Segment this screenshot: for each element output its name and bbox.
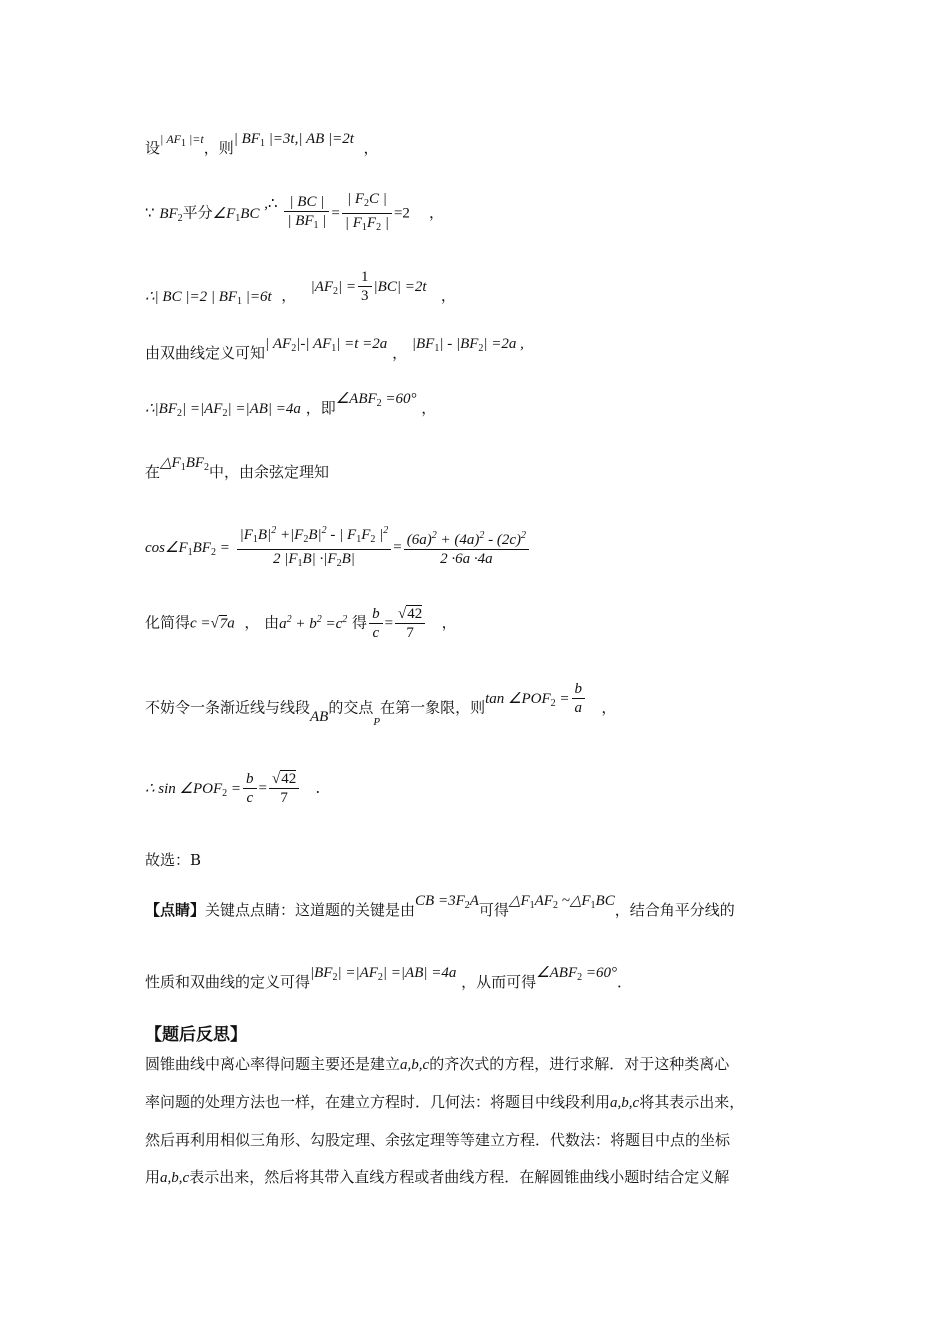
formula-bf2-af2-ab-4a: $|BF_2| =|AF_2| =|AB| =4a$ [310,965,457,983]
reflection-line-4: 用a,b,c表示出来，然后将其带入直线方程或者曲线方程．在解圆锥曲线小题时结合定义解 [145,1168,730,1186]
line-2: ∵ $BF_2$平分$\angle F_1BC$ ,∴ $\frac{| BC |}{| BF_1 |}$ = $\frac{| F_2C |}{| F_1F_2 |}$ =2 ， [145,190,444,237]
formula-bf2: $BF_2$ [159,205,183,224]
line-11-answer: 故选：B [145,851,202,869]
formula-def-2a: | $AF_2|-|$ $AF_1| =t =2a$ [265,336,388,354]
formula-triangle-f1bf2: $\triangle F_1BF_2$ [160,455,210,473]
formula-abf2-60-b: $\angle ABF_2 =60^\circ$ [536,965,617,983]
line-4: 由双曲线定义可知| $AF_2|-|$ $AF_1| =t =2a$ ， $|BF_1| - |BF_2| =2a$ , [145,336,524,362]
fraction-f2c-f1f2: $\frac{| F_2C |}{| F_1F_2 |}$ [342,190,392,237]
formula-tan-pof2: $\tan \angle POF_2$ = [485,690,570,709]
formula-sin-pof2: ∴ $\sin \angle POF_2$ = [145,780,242,799]
line-6: 在$\triangle F_1BF_2$中，由余弦定理知 [145,455,330,481]
fraction-cos-values: $\frac{(6a)^2 + (4a)^2 - (2c)^2}{2 \cdot 6a \cdot 4a}$ [404,527,529,568]
line-3: ∴| BC |=2 | $BF_1$ |=6t ， $|AF_2|$ = $\frac{1}{3}$ |BC| =2t ， [145,269,456,307]
line-9: 不妨令一条渐近线与线段AB的交点$_P$在第一象限，则$\tan \angle POF_2$ = $\frac{b}{a}$ ， [145,681,617,728]
formula-c-sqrt7a: c =√7a [190,615,235,632]
reflection-line-2: 率问题的处理方法也一样，在建立方程时．几何法：将题目中线段利用a,b,c将其表示出来， [145,1093,745,1111]
line-5: $\therefore|BF_2| =|AF_2| =|AB| =4a$ ，即$\angle ABF_2 =60^\circ$ ， [145,391,437,419]
formula-similar-triangles: $\triangle F_1AF_2$ $\sim\triangle F_1BC$ [508,893,615,911]
line-13: 性质和双曲线的定义可得$|BF_2| =|AF_2| =|AB| =4a$ ，从而可得$\angle ABF_2 =60^\circ$． [145,965,632,991]
formula-a2b2c2: $a^2 + b^2 =c^2$ [279,613,348,632]
formula-bf1-bf2: $|BF_1| - |BF_2| =2a$ , [411,336,524,354]
formula-bf1-ab: | $BF_1$ |=3t,| AB |=2t [233,131,354,149]
line-7-cosine: $\cos\angle F_1BF_2$ = $\frac{|F_1B|^2 +|F_2B|^2 - | F_1F_2 |^2}{2 |F_1B| \cdot|F_2B|}$ = $\frac{(6a)^2 + (4a)^2 - (2c)^2}{2 \cdot 6a \cdot 4a}$ [145,522,531,573]
formula-cos: $\cos\angle F_1BF_2$ = [145,539,230,558]
reflection-paragraph [145,1046,810,1197]
reflection-line-3: 然后再利用相似三角形、勾股定理、余弦定理等等建立方程．代数法：将题目中点的坐标 [145,1131,731,1149]
formula-bf2-4a: $\therefore|BF_2| =|AF_2| =|AB| =4a$ [145,401,301,419]
formula-cb-3f2a: CB $=3F_2A$ [415,893,479,911]
var-AB: AB [310,708,329,725]
fraction-sqrt42-over-7: $\frac{√42}{7}$ [395,605,425,642]
formula-abf2-60: $\angle ABF_2 =60^\circ$ [335,391,417,409]
line-1: 设$^{| AF_1 |=t}$，则| $BF_1$ |=3t,| AB |=2t ， [145,131,379,157]
fraction-b-over-a: $\frac{b}{a}$ [572,680,586,717]
reflection-line-1: 圆锥曲线中离心率得问题主要还是建立a,b,c的齐次式的方程，进行求解．对于这种类离心 [145,1055,730,1073]
formula-bc-6t: ∴| BC |=2 | $BF_1$ |=6t [145,288,272,307]
formula-af2-2t: $|AF_2|$ = [310,278,357,297]
formula-angle-f1bc: $\angle F_1BC$ [212,205,260,224]
line-12-key-point: 【点睛】关键点点睛：这道题的关键是由CB $=3F_2A$可得$\triangle F_1AF_2$ $\sim\triangle F_1BC$，结合角平分线的 [145,893,735,919]
fraction-bc-bf1: $\frac{| BC |}{| BF_1 |}$ [284,193,329,235]
var-P: P [373,715,381,728]
line-10: ∴ $\sin \angle POF_2$ = $\frac{b}{c}$ = $\frac{√42}{7}$ ． [145,771,331,806]
fraction-b-over-c: $\frac{b}{c}$ [369,605,383,642]
line-8: 化简得c =√7a ， 由$a^2 + b^2 =c^2$ 得 $\frac{b}{c}$ = $\frac{√42}{7}$ ， [145,606,457,641]
section-heading: 【题后反思】 [145,1025,247,1045]
fraction-cos-law: $\frac{|F_1B|^2 +|F_2B|^2 - | F_1F_2 |^2}{2 |F_1B| \cdot|F_2B|}$ [237,522,392,573]
formula-af1-eq-t: | AF1 |=t [160,132,204,149]
